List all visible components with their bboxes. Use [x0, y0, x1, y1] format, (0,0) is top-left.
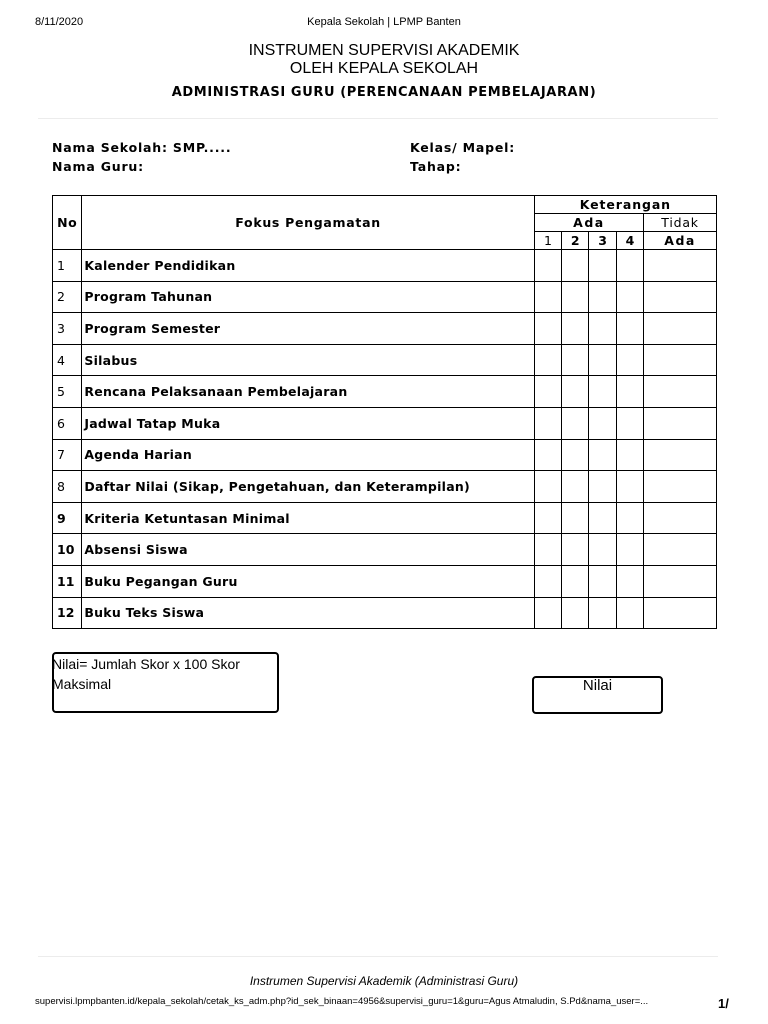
header-score-4: 4 [616, 232, 643, 250]
table-body [53, 250, 717, 629]
score-cell-1 [534, 313, 561, 345]
top-divider [38, 118, 718, 119]
score-cell-1 [534, 502, 561, 534]
score-cell-3 [589, 250, 616, 282]
table-row [53, 407, 717, 439]
row-focus-item: Rencana Pelaksanaan Pembelajaran [82, 376, 534, 408]
score-cell-4 [616, 439, 643, 471]
score-cell-4 [616, 471, 643, 503]
tidak-ada-cell [644, 281, 717, 313]
score-cell-1 [534, 439, 561, 471]
score-cell-2 [562, 313, 589, 345]
score-cell-2 [562, 597, 589, 629]
row-focus-item: Buku Teks Siswa [82, 597, 534, 629]
row-number: 12 [53, 597, 82, 629]
header-tidak: Tidak [644, 214, 717, 232]
teacher-name-label: Nama Guru: [52, 159, 144, 174]
table-row [53, 344, 717, 376]
score-cell-3 [589, 407, 616, 439]
score-cell-2 [562, 376, 589, 408]
score-cell-4 [616, 407, 643, 439]
row-focus-item: Absensi Siswa [82, 534, 534, 566]
row-number: 6 [53, 407, 82, 439]
row-focus-item: Agenda Harian [82, 439, 534, 471]
tidak-ada-cell [644, 344, 717, 376]
tidak-ada-cell [644, 597, 717, 629]
table-row [53, 281, 717, 313]
row-number: 8 [53, 471, 82, 503]
score-cell-3 [589, 376, 616, 408]
score-cell-4 [616, 250, 643, 282]
score-cell-2 [562, 281, 589, 313]
score-cell-3 [589, 313, 616, 345]
score-cell-3 [589, 281, 616, 313]
document-title-line2: OLEH KEPALA SEKOLAH [289, 60, 479, 77]
tidak-ada-cell [644, 471, 717, 503]
row-number: 9 [53, 502, 82, 534]
observation-table [52, 195, 717, 629]
score-formula-text: Nilai= Jumlah Skor x 100 Skor Maksimal [52, 656, 240, 692]
header-keterangan: Keterangan [534, 196, 716, 214]
score-cell-1 [534, 597, 561, 629]
page-number: 1/ [718, 996, 729, 1011]
score-cell-3 [589, 344, 616, 376]
score-cell-1 [534, 250, 561, 282]
score-cell-4 [616, 565, 643, 597]
score-cell-4 [616, 376, 643, 408]
nilai-label: Nilai [582, 677, 613, 694]
score-cell-4 [616, 281, 643, 313]
tidak-ada-cell [644, 502, 717, 534]
table-row [53, 471, 717, 503]
tidak-ada-cell [644, 313, 717, 345]
row-focus-item: Program Tahunan [82, 281, 534, 313]
score-cell-2 [562, 250, 589, 282]
print-url: supervisi.lpmpbanten.id/kepala_sekolah/cetak_ks_adm.php?id_sek_binaan=4956&supervisi_guru=1&guru=Agus Atmaludin, S.Pd&nama_user=... [35, 996, 649, 1007]
header-score-3: 3 [589, 232, 616, 250]
school-name-label: Nama Sekolah: SMP..... [52, 140, 232, 155]
score-cell-2 [562, 502, 589, 534]
table-row [53, 597, 717, 629]
row-focus-item: Kriteria Ketuntasan Minimal [82, 502, 534, 534]
score-cell-3 [589, 471, 616, 503]
tidak-ada-cell [644, 565, 717, 597]
tidak-ada-cell [644, 439, 717, 471]
class-subject-label: Kelas/ Mapel: [410, 140, 516, 155]
document-title: INSTRUMEN SUPERVISI AKADEMIK [248, 42, 520, 59]
score-cell-2 [562, 344, 589, 376]
row-focus-item: Kalender Pendidikan [82, 250, 534, 282]
score-cell-4 [616, 534, 643, 566]
header-ada: Ada [534, 214, 643, 232]
footer-caption: Instrumen Supervisi Akademik (Administrasi Guru) [249, 974, 519, 988]
score-cell-1 [534, 376, 561, 408]
print-date: 8/11/2020 [35, 16, 84, 28]
table-row [53, 534, 717, 566]
print-page-title: Kepala Sekolah | LPMP Banten [307, 16, 461, 28]
stage-label: Tahap: [410, 159, 462, 174]
tidak-ada-cell [644, 407, 717, 439]
row-number: 7 [53, 439, 82, 471]
score-cell-2 [562, 471, 589, 503]
score-cell-4 [616, 344, 643, 376]
header-score-2: 2 [562, 232, 589, 250]
table-row [53, 313, 717, 345]
row-focus-item: Program Semester [82, 313, 534, 345]
row-number: 11 [53, 565, 82, 597]
tidak-ada-cell [644, 250, 717, 282]
score-cell-1 [534, 281, 561, 313]
table-row [53, 502, 717, 534]
row-focus-item: Jadwal Tatap Muka [82, 407, 534, 439]
row-number: 2 [53, 281, 82, 313]
score-cell-2 [562, 439, 589, 471]
score-cell-1 [534, 407, 561, 439]
row-number: 4 [53, 344, 82, 376]
score-cell-4 [616, 502, 643, 534]
row-number: 5 [53, 376, 82, 408]
score-cell-2 [562, 565, 589, 597]
score-cell-2 [562, 534, 589, 566]
score-cell-3 [589, 534, 616, 566]
score-cell-3 [589, 502, 616, 534]
score-cell-1 [534, 471, 561, 503]
table-row [53, 250, 717, 282]
row-focus-item: Daftar Nilai (Sikap, Pengetahuan, dan Keterampilan) [82, 471, 534, 503]
tidak-ada-cell [644, 534, 717, 566]
header-focus: Fokus Pengamatan [82, 196, 534, 250]
document-subtitle: ADMINISTRASI GURU (PERENCANAAN PEMBELAJARAN) [171, 85, 597, 100]
row-number: 1 [53, 250, 82, 282]
bottom-divider [38, 956, 718, 957]
table-row [53, 376, 717, 408]
score-cell-1 [534, 565, 561, 597]
row-focus-item: Silabus [82, 344, 534, 376]
score-cell-1 [534, 344, 561, 376]
tidak-ada-cell [644, 376, 717, 408]
row-number: 10 [53, 534, 82, 566]
table-row [53, 439, 717, 471]
header-tidak-ada: Ada [644, 232, 717, 250]
header-no: No [53, 196, 82, 250]
score-cell-4 [616, 597, 643, 629]
score-cell-3 [589, 565, 616, 597]
header-score-1: 1 [534, 232, 561, 250]
score-cell-3 [589, 439, 616, 471]
score-cell-4 [616, 313, 643, 345]
row-number: 3 [53, 313, 82, 345]
table-row [53, 565, 717, 597]
score-cell-2 [562, 407, 589, 439]
score-cell-1 [534, 534, 561, 566]
score-cell-3 [589, 597, 616, 629]
row-focus-item: Buku Pegangan Guru [82, 565, 534, 597]
